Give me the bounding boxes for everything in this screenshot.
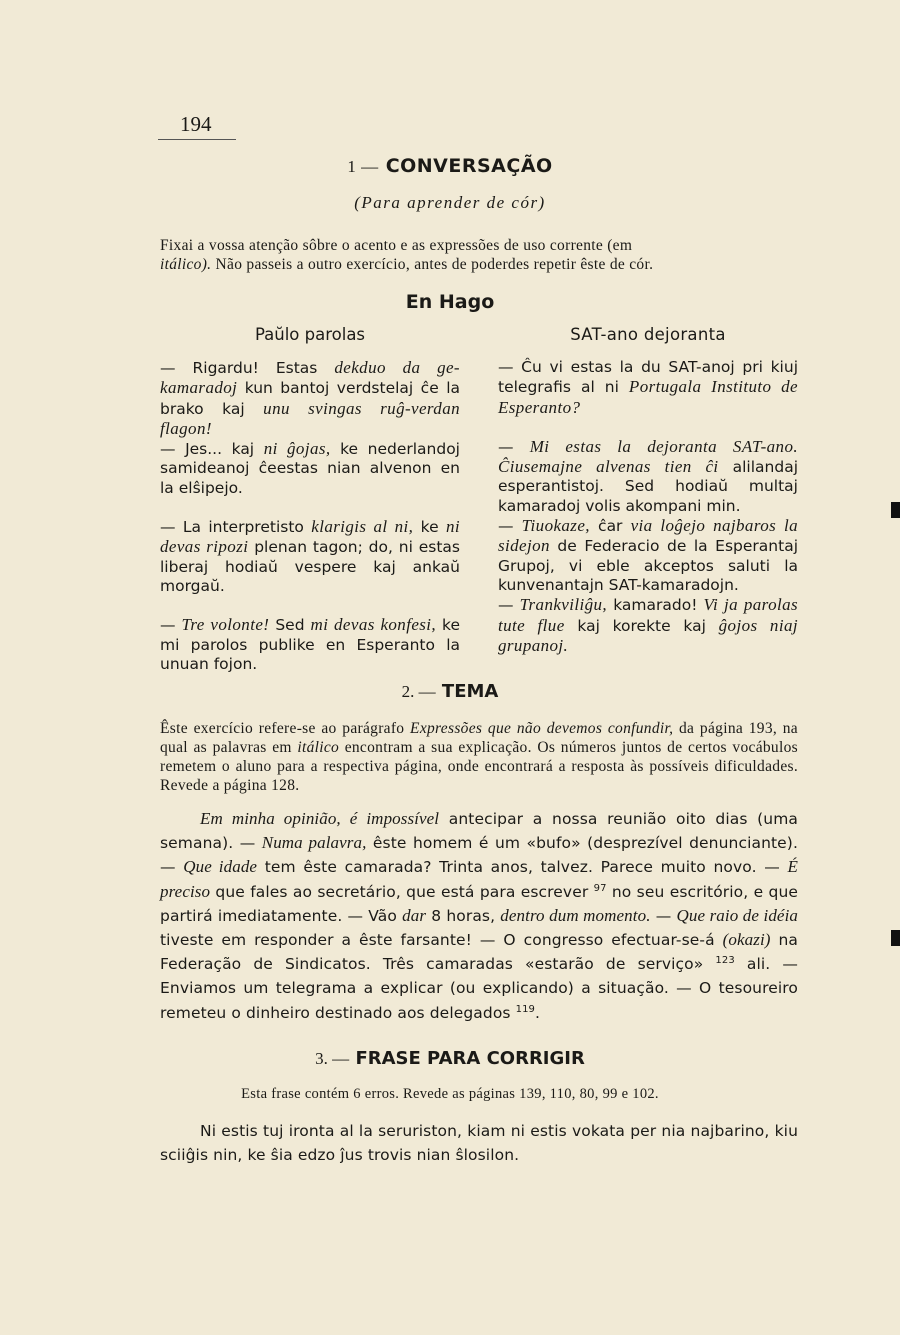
italic-expression: (okazi): [722, 930, 771, 950]
italic-expression: Trankviliĝu,: [519, 595, 608, 615]
page-number-rule: [158, 139, 236, 140]
text-run: kun bantoj verdstelaj ĉe la brako kaj: [160, 379, 460, 418]
margin-mark: [891, 502, 900, 518]
italic-expression: Que raio de idéia: [676, 905, 799, 925]
section2-number: 2. —: [401, 682, 436, 701]
italic-expression: Numa palavra,: [261, 833, 367, 853]
italic-expression: Mi estas la dejoranta SAT-ano. Ĉiusemajne alvenas tien ĉi: [498, 436, 798, 477]
right-column-heading: SAT-ano dejoranta: [570, 325, 726, 344]
text-run: .: [535, 1003, 541, 1022]
text-run: —: [498, 517, 522, 536]
section1-heading: [0, 155, 900, 177]
text-run: — Jes... kaj: [160, 440, 264, 459]
left-column-heading: Paŭlo parolas: [254, 325, 366, 344]
text-run: ke: [413, 518, 446, 537]
text-run: ali. — Enviamos um telegrama a explicar (ou explicando) a situação. — O tesoureiro remeteu o dinheiro destinado aos delegados: [160, 955, 799, 1022]
section2-exercise-text: [160, 807, 798, 1025]
text-run: — Rigardu! Estas: [160, 359, 335, 377]
italic-expression: Portugala Instituto de Esperanto?: [498, 377, 798, 417]
left-line: [160, 439, 460, 498]
text-run: êste homem é um «bufo» (desprezível denunciante). —: [160, 834, 798, 877]
text-run: — Ĉu vi estas la du SAT-anoj pri kiuj telegrafis al ni: [498, 358, 798, 397]
instruction-line-a: Fixai a vossa atenção sôbre o acento e as expressões de uso corrente (em: [160, 237, 633, 254]
page-reference: 119: [515, 1003, 536, 1015]
italic-expression: Tiuokaze,: [521, 516, 590, 536]
text-run: da página 193, na qual as palavras em: [160, 720, 798, 756]
italic-expression: dar: [402, 905, 427, 925]
text-run: antecipar a nossa reunião oito dias (uma semana). —: [160, 810, 799, 853]
text-run: plenan tagon; do, ni estas liberaj hodiaŭ vespere kaj ankaŭ morgaŭ.: [160, 538, 460, 595]
text-run: que fales ao secretário, que está para escrever: [210, 882, 594, 901]
left-line: [160, 517, 460, 596]
section2-heading: [0, 681, 900, 702]
section2-intro: [160, 719, 798, 795]
text-run: ke mi parolos publike en Esperanto la unuan fojon.: [160, 616, 461, 673]
text-run: ke nederlandoj samideanoj ĉeestas nian alvenon en la elŝipejo.: [160, 440, 460, 497]
text-run: —: [160, 616, 182, 635]
right-line: [498, 358, 798, 418]
section3-sentence: Ni estis tuj ironta al la seruriston, kiam ni estis vokata per nia najbarino, kiu sciiĝis nin, ke ŝia edzo ĵus trovis nian ŝlosilon.: [160, 1122, 798, 1165]
italic-expression: itálico: [297, 739, 340, 756]
text-run: Êste exercício refere-se ao parágrafo: [160, 720, 411, 737]
instruction-italic: itálico).: [160, 256, 212, 273]
left-line: [160, 358, 460, 439]
text-run: kamarado!: [607, 596, 704, 615]
left-line: [160, 615, 460, 674]
italic-expression: via loĝejo najbaros la sidejon: [498, 516, 798, 556]
margin-mark: [891, 930, 900, 946]
left-dialogue-column: [160, 358, 460, 674]
italic-expression: dekduo da ge-kamaradoj: [160, 358, 460, 398]
right-line: [498, 595, 798, 656]
italic-expression: Que idade: [183, 857, 258, 877]
section1-instruction: [160, 236, 800, 274]
italic-expression: Em minha opinião, é impossível: [200, 809, 440, 828]
text-run: — La interpretisto: [160, 518, 312, 537]
italic-expression: É preciso: [160, 857, 798, 901]
text-run: na Federação de Sindicatos. Três camaradas «estarão de serviço»: [160, 931, 798, 974]
section1-number: 1 —: [347, 157, 379, 176]
italic-expression: dentro dum momento.: [500, 905, 651, 925]
page-reference: 123: [715, 955, 735, 967]
section1-title: CONVERSAÇÃO: [385, 155, 553, 177]
exercise-paragraph: [160, 807, 798, 1025]
text-run: alilandaj esperantistoj. Sed hodiaŭ multaj kamaradoj volis akompani min.: [498, 458, 799, 515]
italic-expression: ĝojos niaj grupanoj.: [498, 615, 798, 655]
section2-title: TEMA: [441, 681, 499, 702]
section3-heading: [0, 1048, 900, 1069]
italic-expression: unu svingas ruĝ-verdan flagon!: [160, 398, 461, 438]
dialogue-title: En Hago: [405, 291, 495, 313]
text-run: Sed: [269, 616, 311, 635]
text-run: no seu escritório, e que partirá imediatamente. — Vão: [160, 882, 798, 925]
page-number: 194: [180, 112, 212, 136]
text-run: ĉar: [589, 517, 631, 536]
italic-expression: mi devas konfesi,: [310, 615, 437, 635]
instruction-line-b: Não passeis a outro exercício, antes de poderdes repetir êste de cór.: [211, 256, 654, 273]
right-line: [498, 437, 798, 516]
text-run: kaj korekte kaj: [564, 616, 719, 635]
italic-expression: Vi ja parolas tute flue: [498, 595, 799, 635]
text-run: —: [498, 437, 530, 456]
italic-expression: ni ĝojas,: [263, 439, 331, 459]
italic-expression: Tre volonte!: [181, 615, 270, 635]
text-run: tem êste camarada? Trinta anos, talvez. Parece muito novo. —: [257, 858, 788, 877]
right-line: [498, 516, 798, 595]
right-dialogue-column: [498, 358, 798, 656]
section3-sentence-block: [160, 1119, 798, 1167]
section1-subtitle: (Para aprender de cór): [354, 193, 546, 212]
italic-expression: ni devas ripozi: [160, 517, 460, 557]
section3-title: FRASE PARA CORRIGIR: [355, 1048, 585, 1069]
italic-expression: klarigis al ni,: [311, 517, 414, 537]
text-run: de Federacio de la Esperantaj Grupoj, vi eble akceptos saluti la kunvenantajn SAT-kamaradojn.: [498, 537, 798, 594]
page-reference: 97: [593, 882, 607, 894]
text-run: tiveste em responder a êste farsante! — O congresso efectuar-se-á: [160, 931, 723, 950]
italic-expression: Expressões que não devemos confundir,: [410, 720, 674, 737]
text-run: encontram a sua explicação. Os números juntos de certos vocábulos remetem o aluno para a respectiva página, onde encontrará a resposta às possíveis dificuldades. Revede a página 128.: [160, 739, 798, 794]
text-run: 8 horas,: [426, 906, 501, 925]
section3-number: 3. —: [315, 1049, 350, 1068]
section3-note: Esta frase contém 6 erros. Revede as páginas 139, 110, 80, 99 e 102.: [241, 1086, 659, 1102]
text-run: —: [650, 906, 677, 925]
text-run: —: [498, 596, 520, 615]
